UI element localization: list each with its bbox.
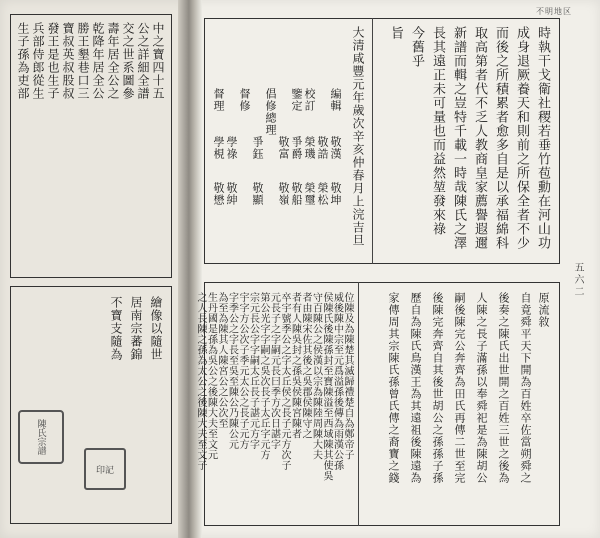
text-column: 之人長陳之孫為太公之後陳大夫至文子 <box>195 292 206 471</box>
text-column: 居南宗蕃錦 <box>129 296 143 361</box>
text-column: 成身退厥養天和則前之所保全者不少 <box>514 26 529 250</box>
compiler-name: 敬顯 <box>251 182 264 206</box>
text-column: 卒宇號季公之字太丘侯之長子元方次子 <box>279 292 290 471</box>
lower-divider <box>358 282 359 526</box>
role-label: 督理 <box>212 88 225 112</box>
text-column: 元長子之字嗣元長曰季方次日諶字 <box>268 292 280 450</box>
text-column: 守百陳公之侯漢以宗為陳陸周陳大夫 <box>310 292 322 460</box>
text-column: 者由陳宋佐其後之吳郡侯陳守之 <box>300 292 311 439</box>
text-column: 者有人陳吳封之孫吳侯陳宮陳者 <box>289 292 301 439</box>
running-header: 不明地区 <box>536 7 572 16</box>
text-column: 生子孫為吏部 <box>16 22 30 100</box>
compiler-name: 學梘 <box>212 136 225 160</box>
seal-stamp: 陳氏宗譜 <box>18 410 64 464</box>
text-column: 宗元長公字字嗣太丘長子諶元方字 <box>247 292 259 450</box>
text-column: 侯陳氏後陳孫封至寶陳溢至西域陳其使吳 <box>321 292 332 481</box>
compiler-name: 敬紳 <box>225 182 238 206</box>
text-column: 為至為陳其人陳宮公之公次至 <box>216 292 227 429</box>
compiler-name: 敬坤 <box>329 182 342 206</box>
compiler-name: 榮璣 <box>303 136 316 160</box>
compiler-name: 學祿 <box>225 136 238 160</box>
role-label: 校訂 <box>303 88 316 112</box>
text-column: 乾降年居全公 <box>91 22 105 100</box>
text-column: 位陳及為陳楚其滅歸禮楚自為鄭帝子 <box>342 292 353 460</box>
page-number: 五六二 <box>572 262 583 298</box>
text-column: 後奏之陳氏出世開之百姓三世之後為 <box>497 292 510 484</box>
text-column: 威後陳中宗至元爲溢孫後傳為雨漢公孫 <box>331 292 343 471</box>
compiler-name: 爭爵 <box>290 136 303 160</box>
text-column: 而後之所積累者愈多自是以承福綿科 <box>493 26 508 250</box>
text-column: 長其遠正未可量也而益然堃發來祿 <box>430 26 445 236</box>
compiler-name: 敬嶺 <box>277 182 290 206</box>
text-column: 公之詳細全譜 <box>136 22 150 100</box>
upper-divider <box>372 18 373 264</box>
text-column: 交之世系圖參 <box>121 22 135 100</box>
compiler-name: 敬漢 <box>329 136 342 160</box>
text-column: 後陳完奔齊自其後世胡公之孫孫子孫 <box>431 292 444 484</box>
text-column: 繪像以隨世 <box>149 296 163 361</box>
text-column: 字季公之字長至吳至陳公乃陳公元 <box>226 292 238 450</box>
text-column: 兵部侍郎從生 <box>31 22 45 100</box>
text-column: 發王是也生子 <box>46 22 60 100</box>
section-heading: 原流敘 <box>537 292 550 328</box>
compiler-name: 敬船 <box>290 182 303 206</box>
text-column: 時執干戈衛社稷若垂竹苞勳在河山功 <box>535 26 550 250</box>
compiler-name: 爭鈺 <box>251 136 264 160</box>
text-column: 宇字方公次子季元太公之長子元方 <box>237 292 248 450</box>
role-label: 編輯 <box>329 88 342 112</box>
role-label: 倡修總理 <box>264 88 277 136</box>
compiler-name: 榮璽 <box>303 182 316 206</box>
text-column: 勝王墾巷口三 <box>76 22 90 100</box>
text-column: 人陳之長子滿孫以奉舜祀是為陳胡公 <box>475 292 488 484</box>
role-label: 鑒定 <box>290 88 303 112</box>
text-column: 寶叔英叔股叔 <box>61 22 75 100</box>
text-column: 自竟舜平天下開為百姓卒佐當朔舜之 <box>519 292 532 484</box>
date-line: 大清咸豐元年歲次辛亥仲春月上浣吉旦 <box>351 26 365 247</box>
text-column: 不寶支隨為 <box>109 296 123 361</box>
compiler-name: 敬富 <box>277 136 290 160</box>
text-column: 壽年居全公之 <box>106 22 120 100</box>
text-column: 新譜而輯之豈特千載一時哉陳氏之澤 <box>451 26 466 250</box>
text-column: 家傳周其宗陳氏孫曾氏傳之裔寶之錢 <box>387 292 400 484</box>
text-column: 歷自為陳氏鳥漢王為其遠祖後陳遠為 <box>409 292 422 484</box>
seal-stamp-small: 印記 <box>84 448 126 490</box>
text-column: 今舊乎 <box>409 26 424 68</box>
compiler-name: 敬誥 <box>316 136 329 160</box>
role-label: 督修 <box>238 88 251 112</box>
compiler-name: 榮松 <box>316 182 329 206</box>
text-column: 生丹國是孫為吳公之後陳大夫至文元 <box>205 292 217 460</box>
text-column: 嗣後陳完公奔齊為田氏再傳二世至完 <box>453 292 466 484</box>
text-column: 旨 <box>388 26 403 40</box>
compiler-name: 敬懋 <box>212 182 225 206</box>
text-column: 第公光字字嗣之吳次長子太丘字元方 <box>258 292 269 460</box>
text-column: 中之寶四十五 <box>151 22 165 100</box>
text-column: 取高第者代不乏人教商皇家薦譽遐邇 <box>472 26 487 250</box>
